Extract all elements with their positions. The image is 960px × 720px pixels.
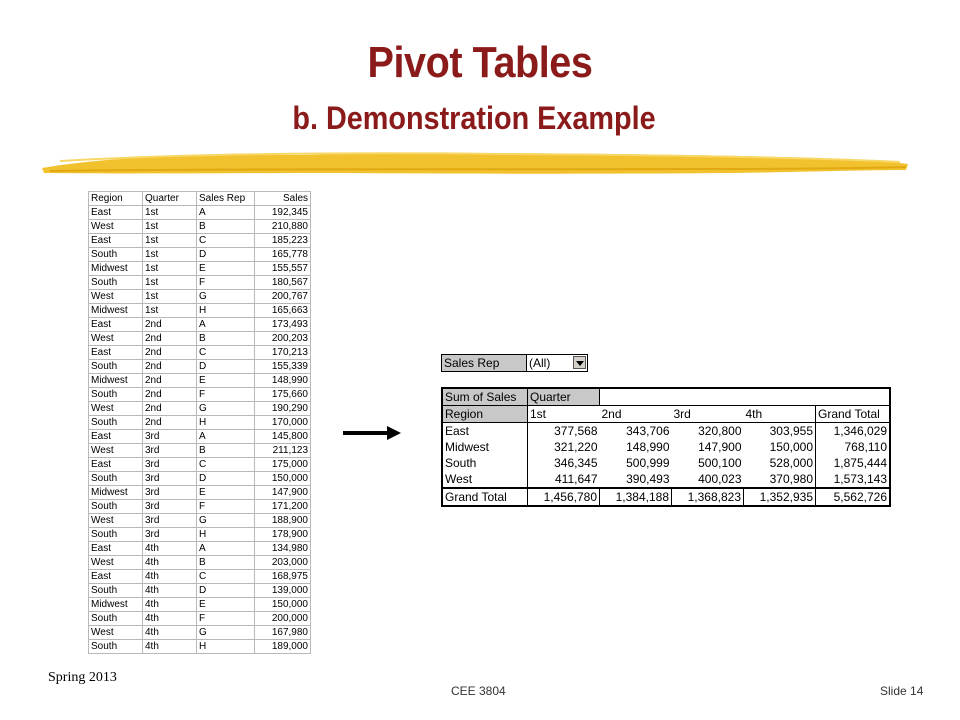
table-cell: South <box>89 640 143 654</box>
table-row <box>89 346 311 360</box>
pivot-value-cell: 500,999 <box>626 456 670 470</box>
table-cell: 188,900 <box>255 514 311 528</box>
pivot-value-cell: 390,493 <box>626 472 670 486</box>
pivot-value-cell: 400,023 <box>698 472 742 486</box>
table-cell: 150,000 <box>255 598 311 612</box>
table-cell: 134,980 <box>255 542 311 556</box>
table-cell: 1st <box>143 262 197 276</box>
table-cell: E <box>197 486 255 500</box>
pivot-row-total: 768,110 <box>816 439 891 455</box>
table-cell: East <box>89 346 143 360</box>
table-row <box>89 444 311 458</box>
pivot-value-cell: 148,990 <box>626 440 670 454</box>
table-cell: Midwest <box>89 486 143 500</box>
table-row <box>89 500 311 514</box>
table-row <box>89 206 311 220</box>
table-cell: 170,213 <box>255 346 311 360</box>
pivot-row-total: 1,346,029 <box>816 423 891 440</box>
table-cell: 4th <box>143 612 197 626</box>
table-cell: G <box>197 626 255 640</box>
column-header: Sales <box>255 192 311 206</box>
table-cell: South <box>89 528 143 542</box>
pivot-row-label: Midwest <box>445 440 490 454</box>
table-cell: G <box>197 514 255 528</box>
dropdown-arrow-icon[interactable] <box>573 356 586 369</box>
table-row <box>89 528 311 542</box>
table-cell: 3rd <box>143 444 197 458</box>
table-cell: D <box>197 360 255 374</box>
table-cell: 1st <box>143 248 197 262</box>
table-row <box>89 472 311 486</box>
table-cell: 2nd <box>143 374 197 388</box>
table-cell: 168,975 <box>255 570 311 584</box>
table-cell: 4th <box>143 626 197 640</box>
table-cell: South <box>89 472 143 486</box>
table-cell: 200,203 <box>255 332 311 346</box>
table-cell: East <box>89 430 143 444</box>
pivot-row <box>442 455 890 471</box>
filter-dropdown[interactable] <box>527 355 588 372</box>
pivot-row-total: 1,875,444 <box>816 455 891 471</box>
table-cell: South <box>89 612 143 626</box>
table-row <box>89 514 311 528</box>
table-cell: C <box>197 570 255 584</box>
table-cell: A <box>197 206 255 220</box>
pivot-value-cell: 147,900 <box>698 440 742 454</box>
pivot-row <box>442 471 890 488</box>
footer-course: CEE 3804 <box>451 684 506 698</box>
table-cell: G <box>197 402 255 416</box>
table-cell: B <box>197 444 255 458</box>
table-cell: D <box>197 584 255 598</box>
table-row <box>89 248 311 262</box>
pivot-value-cell: 346,345 <box>528 455 600 471</box>
table-cell: 210,880 <box>255 220 311 234</box>
pivot-value-cell: 303,955 <box>769 424 813 438</box>
table-row <box>89 276 311 290</box>
table-cell: 165,663 <box>255 304 311 318</box>
table-cell: 4th <box>143 584 197 598</box>
table-row <box>89 584 311 598</box>
table-cell: 175,660 <box>255 388 311 402</box>
table-cell: Midwest <box>89 598 143 612</box>
pivot-column-header: 4th <box>744 406 816 423</box>
table-cell: 167,980 <box>255 626 311 640</box>
table-cell: E <box>197 598 255 612</box>
table-cell: B <box>197 332 255 346</box>
table-cell: 3rd <box>143 500 197 514</box>
brush-stroke-divider <box>40 146 910 180</box>
table-cell: B <box>197 220 255 234</box>
table-cell: 211,123 <box>255 444 311 458</box>
table-cell: 4th <box>143 640 197 654</box>
slide-title: Pivot Tables <box>367 38 593 87</box>
pivot-value-cell: 321,220 <box>528 439 600 455</box>
table-cell: 1st <box>143 234 197 248</box>
footer-date: Spring 2013 <box>48 670 117 685</box>
table-cell: 2nd <box>143 416 197 430</box>
table-cell: Midwest <box>89 304 143 318</box>
table-row <box>89 402 311 416</box>
pivot-value-cell: 411,647 <box>528 471 600 488</box>
table-cell: South <box>89 584 143 598</box>
table-cell: 3rd <box>143 472 197 486</box>
table-cell: D <box>197 248 255 262</box>
pivot-row <box>442 423 890 440</box>
table-cell: South <box>89 388 143 402</box>
table-cell: F <box>197 612 255 626</box>
pivot-value-cell: 370,980 <box>769 472 813 486</box>
pivot-value-cell: 343,706 <box>626 424 670 438</box>
table-cell: 3rd <box>143 514 197 528</box>
table-cell: 3rd <box>143 458 197 472</box>
table-cell: H <box>197 416 255 430</box>
column-header: Quarter <box>143 192 197 206</box>
pivot-row-field[interactable]: Region <box>442 406 528 423</box>
table-cell: 2nd <box>143 388 197 402</box>
table-cell: 180,567 <box>255 276 311 290</box>
table-row <box>89 388 311 402</box>
source-data-table <box>88 191 311 654</box>
table-row <box>89 570 311 584</box>
table-cell: 2nd <box>143 346 197 360</box>
table-cell: West <box>89 290 143 304</box>
table-cell: East <box>89 570 143 584</box>
table-row <box>89 626 311 640</box>
pivot-column-field[interactable]: Quarter <box>528 388 600 406</box>
table-cell: D <box>197 472 255 486</box>
table-cell: C <box>197 458 255 472</box>
table-cell: 3rd <box>143 430 197 444</box>
table-cell: West <box>89 626 143 640</box>
table-cell: 4th <box>143 598 197 612</box>
table-row <box>89 556 311 570</box>
table-cell: C <box>197 346 255 360</box>
table-row <box>89 416 311 430</box>
table-row <box>89 374 311 388</box>
right-arrow-icon <box>343 423 403 443</box>
pivot-grand-total-cell: 1,368,823 <box>672 488 744 506</box>
pivot-row <box>442 439 890 455</box>
pivot-grand-total-cell: 1,352,935 <box>744 488 816 506</box>
pivot-value-cell: 150,000 <box>769 440 813 454</box>
pivot-row-total: 1,573,143 <box>816 471 891 488</box>
table-row <box>89 290 311 304</box>
table-cell: 139,000 <box>255 584 311 598</box>
table-cell: F <box>197 276 255 290</box>
table-cell: 200,767 <box>255 290 311 304</box>
pivot-grand-total-header: Grand Total <box>816 406 891 423</box>
table-cell: 3rd <box>143 486 197 500</box>
table-cell: G <box>197 290 255 304</box>
table-cell: West <box>89 556 143 570</box>
pivot-data-label: Sum of Sales <box>442 388 528 406</box>
table-cell: 4th <box>143 570 197 584</box>
table-cell: 189,000 <box>255 640 311 654</box>
pivot-value-cell: 500,100 <box>698 456 742 470</box>
table-row <box>89 430 311 444</box>
pivot-grand-total-cell: 1,384,188 <box>600 488 672 506</box>
table-cell: 150,000 <box>255 472 311 486</box>
table-cell: East <box>89 542 143 556</box>
table-cell: 171,200 <box>255 500 311 514</box>
table-cell: A <box>197 318 255 332</box>
table-cell: East <box>89 458 143 472</box>
table-row <box>89 360 311 374</box>
filter-value: (All) <box>529 356 551 370</box>
table-cell: 145,800 <box>255 430 311 444</box>
pivot-grand-total-row <box>442 488 890 506</box>
table-cell: 203,000 <box>255 556 311 570</box>
table-cell: A <box>197 542 255 556</box>
table-cell: 3rd <box>143 528 197 542</box>
table-cell: Midwest <box>89 262 143 276</box>
table-row <box>89 640 311 654</box>
pivot-grand-total-value: 5,562,726 <box>816 488 891 506</box>
table-cell: 165,778 <box>255 248 311 262</box>
pivot-column-header: 2nd <box>600 406 672 423</box>
pivot-value-cell: 320,800 <box>698 424 742 438</box>
table-cell: South <box>89 276 143 290</box>
column-header: Region <box>89 192 143 206</box>
filter-label: Sales Rep <box>442 355 527 372</box>
table-cell: E <box>197 262 255 276</box>
table-cell: H <box>197 528 255 542</box>
pivot-row-label: South <box>445 456 477 470</box>
table-cell: South <box>89 248 143 262</box>
table-cell: West <box>89 444 143 458</box>
pivot-grand-total-label: Grand Total <box>442 488 528 506</box>
table-cell: 2nd <box>143 332 197 346</box>
table-cell: H <box>197 640 255 654</box>
pivot-column-header: 3rd <box>672 406 744 423</box>
table-cell: C <box>197 234 255 248</box>
table-cell: 192,345 <box>255 206 311 220</box>
table-cell: East <box>89 234 143 248</box>
page-filter[interactable] <box>441 354 588 372</box>
table-cell: 1st <box>143 206 197 220</box>
table-row <box>89 612 311 626</box>
table-cell: 170,000 <box>255 416 311 430</box>
slide-subtitle: b. Demonstration Example <box>292 100 656 136</box>
pivot-column-header: 1st <box>528 406 600 423</box>
table-cell: West <box>89 514 143 528</box>
table-cell: 1st <box>143 276 197 290</box>
table-cell: 1st <box>143 220 197 234</box>
table-cell: 185,223 <box>255 234 311 248</box>
table-cell: 200,000 <box>255 612 311 626</box>
table-cell: A <box>197 430 255 444</box>
table-cell: 147,900 <box>255 486 311 500</box>
table-cell: East <box>89 318 143 332</box>
table-cell: 4th <box>143 556 197 570</box>
table-cell: 190,290 <box>255 402 311 416</box>
table-cell: 1st <box>143 304 197 318</box>
table-cell: 178,900 <box>255 528 311 542</box>
table-cell: 2nd <box>143 360 197 374</box>
table-cell: 173,493 <box>255 318 311 332</box>
table-cell: 4th <box>143 542 197 556</box>
table-cell: West <box>89 220 143 234</box>
table-row <box>89 234 311 248</box>
column-header: Sales Rep <box>197 192 255 206</box>
table-cell: South <box>89 360 143 374</box>
table-row <box>89 220 311 234</box>
table-cell: East <box>89 206 143 220</box>
table-cell: 2nd <box>143 402 197 416</box>
table-cell: South <box>89 416 143 430</box>
table-cell: 2nd <box>143 318 197 332</box>
table-cell: 175,000 <box>255 458 311 472</box>
table-row <box>89 318 311 332</box>
table-cell: 1st <box>143 290 197 304</box>
table-row <box>89 486 311 500</box>
table-row <box>89 598 311 612</box>
slide-number: Slide 14 <box>880 684 924 698</box>
table-row <box>89 262 311 276</box>
table-cell: B <box>197 556 255 570</box>
table-header-row <box>89 192 311 206</box>
pivot-grand-total-cell: 1,456,780 <box>528 488 600 506</box>
table-cell: Midwest <box>89 374 143 388</box>
table-cell: F <box>197 388 255 402</box>
table-row <box>89 332 311 346</box>
table-cell: 155,557 <box>255 262 311 276</box>
pivot-row-label: East <box>445 424 470 438</box>
pivot-value-cell: 528,000 <box>769 456 813 470</box>
table-row <box>89 542 311 556</box>
table-cell: 148,990 <box>255 374 311 388</box>
table-cell: E <box>197 374 255 388</box>
table-cell: H <box>197 304 255 318</box>
table-cell: 155,339 <box>255 360 311 374</box>
pivot-row-label: West <box>445 472 473 486</box>
table-cell: West <box>89 332 143 346</box>
table-row <box>89 304 311 318</box>
pivot-table <box>441 387 891 507</box>
table-cell: West <box>89 402 143 416</box>
pivot-value-cell: 377,568 <box>528 423 600 440</box>
table-row <box>89 458 311 472</box>
table-cell: South <box>89 500 143 514</box>
table-cell: F <box>197 500 255 514</box>
